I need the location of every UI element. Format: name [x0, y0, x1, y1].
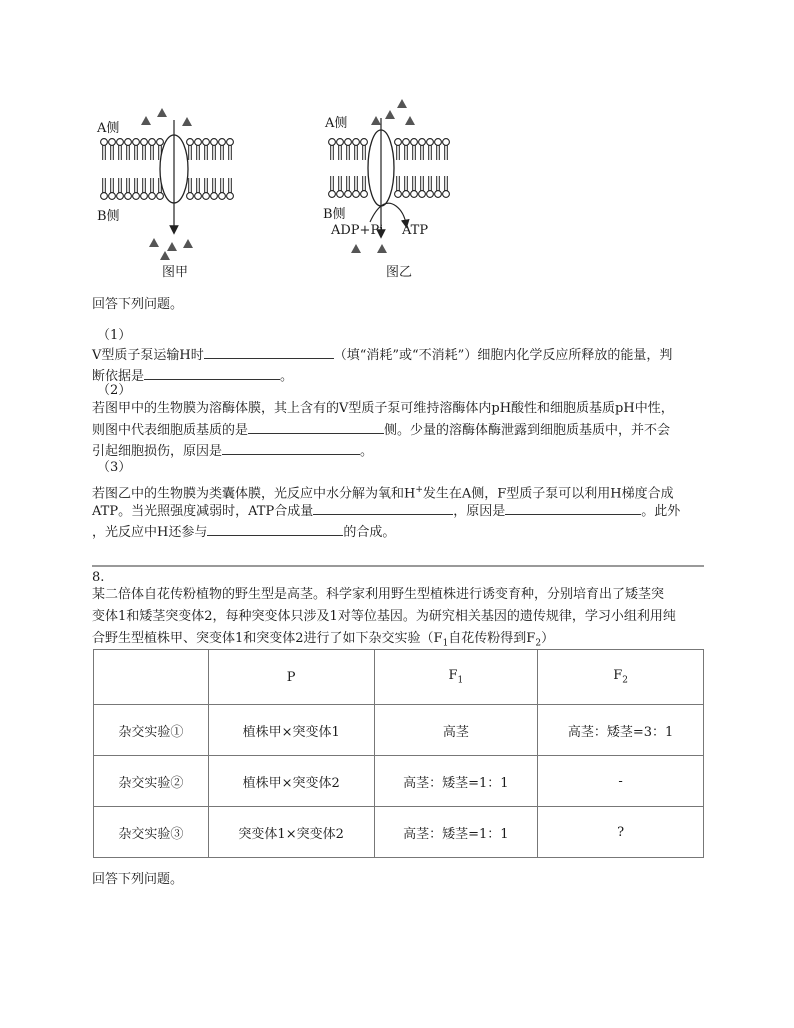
row-f2: - [538, 756, 704, 807]
figure-jia-side-a-label: A侧 [97, 121, 120, 136]
q7-answer-blank-3[interactable] [248, 419, 384, 434]
row-f1: 高茎：矮茎=1：1 [374, 807, 538, 858]
figure-yi-adp-label: ADP+Pi [331, 223, 384, 238]
table-header-f2 [538, 650, 704, 705]
q7-answer-blank-6[interactable] [505, 500, 641, 515]
row-experiment-name: 杂交实验① [94, 705, 209, 756]
q7-part3-text-b: 发生在A侧，F型质子泵可以利用H梯度合成 [422, 486, 674, 502]
q7-part2-text-b: 侧。少量的溶酶体酶泄露到细胞质基质中，并不会 [384, 423, 671, 438]
figure-jia-side-b-label: B侧 [97, 209, 120, 224]
q7-prompt: 回答下列问题。 [92, 297, 184, 312]
figure-yi-membrane-diagram [320, 96, 470, 264]
q7-answer-blank-7[interactable] [207, 521, 343, 536]
q7-part2-line2 [92, 419, 670, 441]
table-header-f2-text: F [613, 668, 623, 684]
row-f2: 高茎：矮茎=3：1 [538, 705, 704, 756]
q7-part2-line3 [92, 440, 373, 462]
q8-line3-sub-1: 1 [442, 638, 449, 649]
q7-part3-number: （3） [97, 460, 132, 475]
question-separator [92, 565, 704, 567]
figure-yi-atp-label: ATP [402, 223, 429, 238]
q7-part2-text-a: 则图中代表细胞质基质的是 [92, 423, 249, 438]
q7-part3-text-d: ，原因是 [453, 504, 506, 519]
table-header-blank [94, 650, 209, 705]
q7-answer-blank-1[interactable] [204, 344, 334, 359]
ions-side-b [149, 238, 193, 260]
row-experiment-name: 杂交实验② [94, 756, 209, 807]
q7-part3-line3 [92, 521, 395, 543]
q8-line2: 变体1和矮茎突变体2，每种突变体只涉及1对等位基因。为研究相关基因的遗传规律，学习小组利用纯 [92, 609, 676, 624]
table-header-f1 [374, 650, 538, 705]
q7-part3-superscript: + [415, 485, 423, 495]
q8-line3-text-a: 合野生型植株甲、突变体1和突变体2进行了如下杂交实验（F [92, 631, 443, 646]
figure-yi-side-b-label: B侧 [323, 207, 346, 222]
q7-part3-text-f: ，光反应中H还参与 [92, 525, 208, 540]
table-row [94, 705, 704, 756]
ions-side-a [141, 108, 192, 126]
q7-part2-line1: 若图甲中的生物膜为溶酶体膜，其上含有的V型质子泵可维持溶酶体内pH酸性和细胞质基质pH中性， [92, 401, 674, 416]
table-header-f2-sub: 2 [622, 675, 628, 686]
q7-part1-number: （1） [97, 328, 132, 343]
q7-part3-text-c: ATP。当光照强度减弱时，ATP合成量 [92, 504, 314, 519]
q7-part1-line1 [92, 344, 672, 366]
table-header-f1-text: F [448, 668, 458, 684]
q7-part1-text-c: 断依据是 [92, 369, 145, 384]
q7-part3-text-e: 。此外 [641, 504, 681, 519]
q8-prompt: 回答下列问题。 [92, 872, 184, 887]
q8-line3-text-b: 自花传粉得到F [448, 631, 536, 646]
table-header-f1-sub: 1 [457, 675, 464, 686]
q8-line3-sub-2: 2 [535, 638, 542, 649]
q7-part3-line2 [92, 500, 680, 522]
figure-jia-caption: 图甲 [162, 265, 189, 280]
row-parents: 植株甲×突变体1 [208, 705, 374, 756]
row-experiment-name: 杂交实验③ [94, 807, 209, 858]
q8-line1: 某二倍体自花传粉植物的野生型是高茎。科学家利用野生型植株进行诱变育种，分别培育出了矮茎突 [92, 587, 665, 602]
table-row [94, 807, 704, 858]
row-parents: 植株甲×突变体2 [208, 756, 374, 807]
row-f1: 高茎 [374, 705, 538, 756]
table-row [94, 756, 704, 807]
cross-experiment-table [93, 649, 704, 858]
row-f1: 高茎：矮茎=1：1 [374, 756, 538, 807]
atp-synthesis-arrow [370, 203, 406, 224]
table-header-p: P [208, 650, 374, 705]
q7-part3-text-a: 若图乙中的生物膜为类囊体膜，光反应中水分解为氧和H [92, 486, 416, 502]
figure-jia-membrane-diagram [90, 100, 290, 260]
table-header-row [94, 650, 704, 705]
row-f2: ? [538, 807, 704, 858]
q7-part2-text-d: 。 [360, 444, 374, 459]
q7-part2-number: （2） [97, 383, 132, 398]
q8-line3-text-c: ） [541, 631, 555, 646]
q7-answer-blank-2[interactable] [144, 365, 280, 380]
q7-answer-blank-5[interactable] [313, 500, 453, 515]
q7-answer-blank-4[interactable] [222, 440, 360, 455]
figure-yi-caption: 图乙 [386, 265, 413, 280]
q7-part2-text-c: 引起细胞损伤，原因是 [92, 444, 223, 459]
ions-side-a [371, 99, 415, 125]
q7-part1-text-b: （填“消耗”或“不消耗”）细胞内化学反应所释放的能量，判 [333, 348, 673, 363]
q7-part3-text-g: 的合成。 [343, 525, 396, 540]
q7-part1-text-d: 。 [280, 369, 294, 384]
row-parents: 突变体1×突变体2 [208, 807, 374, 858]
figure-yi-side-a-label: A侧 [325, 116, 348, 131]
q8-number: 8. [92, 570, 105, 585]
ions-side-b [351, 244, 387, 253]
q7-part1-text-a: V型质子泵运输H时 [92, 348, 204, 363]
